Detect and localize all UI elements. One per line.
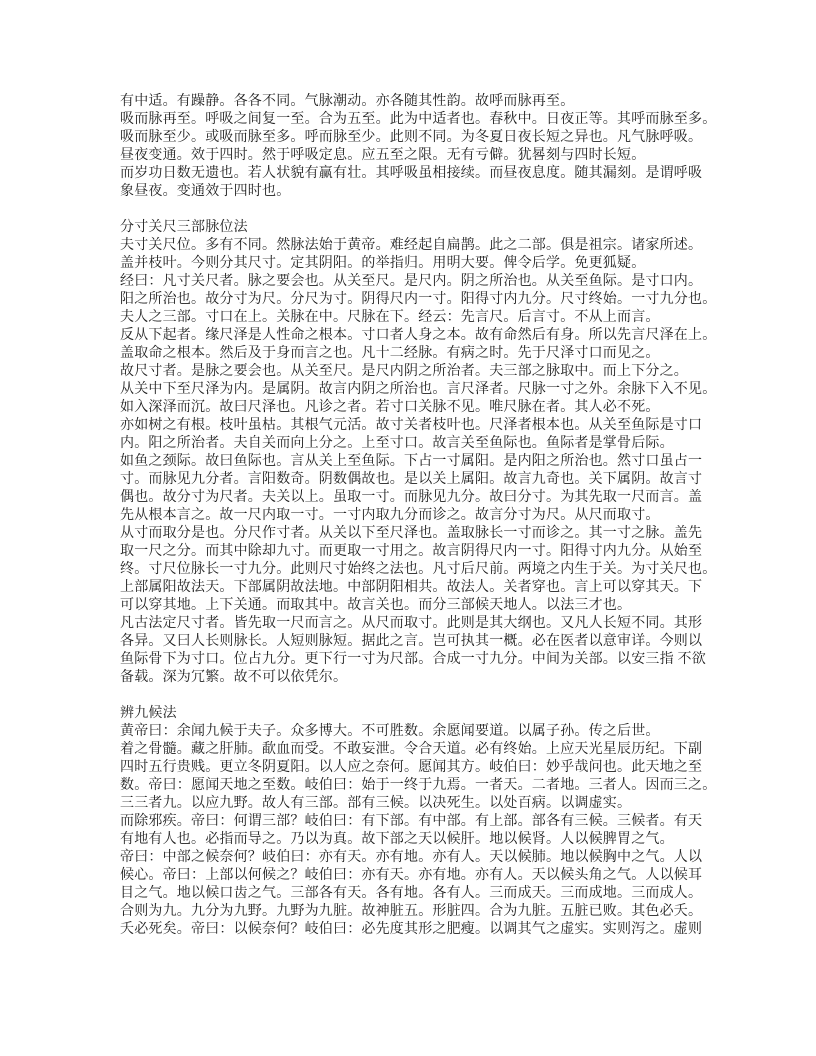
text-line: 合则为九。九分为九野。九野为九脏。故神脏五。形脏四。合为九脏。五脏已败。其色必夭。 (120, 904, 703, 919)
text-line: 盖取命之根本。然后及于身而言之也。凡十二经脉。有病之时。先于尺泽寸口而见之。 (120, 346, 660, 361)
text-section (120, 219, 720, 687)
text-line: 夭必死矣。帝曰：以候奈何？岐伯曰：必先度其形之肥瘦。以调其气之虚实。实则泻之。虚则 (120, 922, 703, 937)
text-line: 数。帝曰：愿闻天地之至数。岐伯曰：始于一终于九焉。一者天。二者地。三者人。因而三之。 (120, 778, 717, 793)
text-line: 故尺寸者。是脉之要会也。从关至尺。是尺内阴之所治者。夫三部之脉取中。而上下分之。 (120, 364, 688, 379)
text-line: 如鱼之颈际。故曰鱼际也。言从关上至鱼际。下占一寸属阳。是内阳之所治也。然寸口虽占一 (120, 454, 703, 469)
text-line: 从关中下至尺泽为内。是属阴。故言内阴之所治也。言尺泽者。尺脉一寸之外。余脉下入不见。 (120, 382, 717, 397)
text-line: 黄帝曰：余闻九候于夫子。众多博大。不可胜数。余愿闻要道。以属子孙。传之后世。 (120, 724, 660, 739)
text-line: 而岁功日数无遗也。若人状貌有赢有壮。其呼吸虽相接续。而昼夜息度。随其漏刻。是谓呼吸 (120, 166, 703, 181)
text-line: 寸。而脉见九分者。言阳数奇。阴数偶故也。是以关上属阳。故言九奇也。关下属阴。故言寸 (120, 472, 703, 487)
text-section (120, 705, 720, 939)
text-line: 象昼夜。变通效于四时也。 (120, 184, 291, 199)
text-line: 鱼际骨下为寸口。位占九分。更下行一寸为尺部。合成一寸九分。中间为关部。以安三指 不欲 (120, 652, 706, 667)
text-line: 吸而脉再至。呼吸之间复一至。合为五至。此为中适者也。春秋中。日夜正等。其呼而脉至多。 (120, 112, 717, 127)
text-line: 四时五行贵贱。更立冬阴夏阳。以人应之奈何。愿闻其方。岐伯曰：妙乎哉问也。此天地之至 (120, 760, 703, 775)
text-line: 夫寸关尺位。多有不同。然脉法始于黄帝。难经起自扁鹊。此之二部。俱是祖宗。诸家所述。 (120, 238, 703, 253)
text-line: 阳之所治也。故分寸为尺。分尺为寸。阴得尺内一寸。阳得寸内九分。尺寸终始。一寸九分也。 (120, 292, 717, 307)
text-line: 各异。又曰人长则脉长。人短则脉短。据此之言。岂可执其一概。必在医者以意审详。今则以 (120, 634, 703, 649)
text-line: 先从根本言之。故一尺内取一寸。一寸内取九分而诊之。故言分寸为尺。从尺而取寸。 (120, 508, 660, 523)
text-line: 三三者九。以应九野。故人有三部。部有三候。以决死生。以处百病。以调虚实。 (120, 796, 632, 811)
text-line: 经曰：凡寸关尺者。脉之要会也。从关至尺。是尺内。阴之所治也。从关至鱼际。是寸口内。 (120, 274, 703, 289)
text-line: 如入深泽而沉。故曰尺泽也。凡诊之者。若寸口关脉不见。唯尺脉在者。其人必不死。 (120, 400, 660, 415)
text-line: 帝曰：中部之候奈何？岐伯曰：亦有天。亦有地。亦有人。天以候肺。地以候胸中之气。人以 (120, 850, 703, 865)
text-line: 备载。深为冗繁。故不可以依凭尔。 (120, 670, 348, 685)
text-line: 候心。帝曰：上部以何候之？岐伯曰：亦有天。亦有地。亦有人。天以候头角之气。人以候耳 (120, 868, 703, 883)
text-line: 夫人之三部。寸口在上。关脉在中。尺脉在下。经云：先言尺。后言寸。不从上而言。 (120, 310, 660, 325)
text-line: 可以穿其地。上下关通。而取其中。故言关也。而分三部候天地人。以法三才也。 (120, 598, 632, 613)
section-heading: 辨九候法 (120, 706, 177, 721)
text-section (120, 93, 720, 201)
document-content (120, 93, 720, 957)
text-line: 取一尺之分。而其中除却九寸。而更取一寸用之。故言阴得尺内一寸。阳得寸内九分。从始至 (120, 544, 703, 559)
text-line: 有地有人也。必指而导之。乃以为真。故下部之天以候肝。地以候肾。人以候脾胃之气。 (120, 832, 674, 847)
text-line: 凡古法定尺寸者。皆先取一尺而言之。从尺而取寸。此则是其大纲也。又凡人长短不同。其形 (120, 616, 703, 631)
text-line: 盖并枝叶。今则分其尺寸。定其阴阳。的举指归。用明大要。俾令后学。免更狐疑。 (120, 256, 646, 271)
section-heading: 分寸关尺三部脉位法 (120, 220, 248, 235)
text-line: 昼夜变通。效于四时。然于呼吸定息。应五至之限。无有亏僻。犹晷刻与四时长短。 (120, 148, 646, 163)
text-line: 反从下起者。缘尺泽是人性命之根本。寸口者人身之本。故有命然后有身。所以先言尺泽在上。 (120, 328, 717, 343)
text-line: 上部属阳故法天。下部属阴故法地。中部阴阳相共。故法人。关者穿也。言上可以穿其天。下 (120, 580, 703, 595)
text-line: 吸而脉至少。或吸而脉至多。呼而脉至少。此则不同。为冬夏日夜长短之异也。凡气脉呼吸。 (120, 130, 703, 145)
text-line: 有中适。有躁静。各各不同。气脉潮动。亦各随其性韵。故呼而脉再至。 (120, 94, 575, 109)
text-line: 从寸而取分是也。分尺作寸者。从关以下至尺泽也。盖取脉长一寸而诊之。其一寸之脉。盖先 (120, 526, 703, 541)
text-line: 目之气。地以候口齿之气。三部各有天。各有地。各有人。三而成天。三而成地。三而成人。 (120, 886, 703, 901)
text-line: 着之骨髓。藏之肝肺。歃血而受。不敢妄泄。令合天道。必有终始。上应天光星辰历纪。下副 (120, 742, 703, 757)
text-line: 终。寸尺位脉长一寸九分。此则尺寸始终之法也。凡寸后尺前。两境之内生于关。为寸关尺也。 (120, 562, 717, 577)
text-line: 亦如树之有根。枝叶虽枯。其根气元活。故寸关者枝叶也。尺泽者根本也。从关至鱼际是寸口 (120, 418, 703, 433)
text-line: 而除邪疾。帝曰：何谓三部？岐伯曰：有下部。有中部。有上部。部各有三候。三候者。有天 (120, 814, 703, 829)
text-line: 内。阳之所治者。夫自关而向上分之。上至寸口。故言关至鱼际也。鱼际者是掌骨后际。 (120, 436, 674, 451)
text-line: 偶也。故分寸为尺者。夫关以上。虽取一寸。而脉见九分。故曰分寸。为其先取一尺而言。盖 (120, 490, 703, 505)
